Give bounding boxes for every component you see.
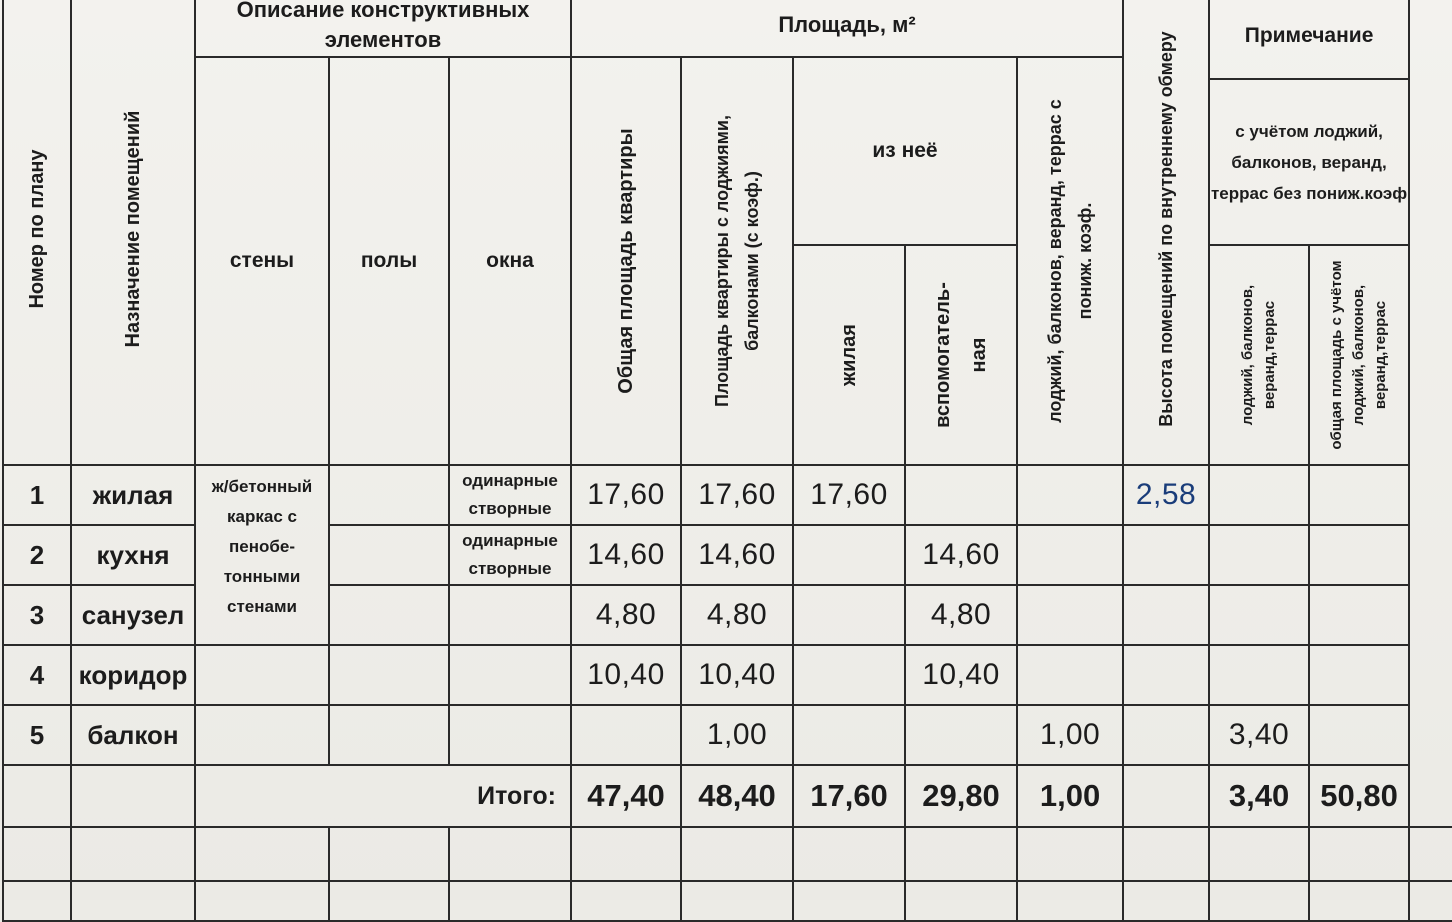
header-area: [571, 0, 1123, 57]
header-windows: [449, 57, 571, 465]
total-area-cell: 10,40: [571, 645, 681, 705]
header-floors-text: полы: [360, 249, 418, 272]
area-with-loggias-cell: 1,00: [681, 705, 793, 765]
total-area-cell: 17,60: [571, 465, 681, 525]
header-area-with-loggias: [681, 57, 793, 465]
header-note-sub-text: с учётом лоджий, балконов, веранд, террас без пониж.коэф: [1210, 121, 1408, 203]
floors-cell: [329, 585, 449, 645]
header-windows-text: окна: [486, 249, 534, 272]
header-note-col2-text: общая площадь с учётом лоджий, балконов, веранд,террас: [1328, 260, 1390, 450]
note-col2-cell: [1309, 705, 1409, 765]
header-walls: [195, 57, 329, 465]
header-description: [195, 0, 571, 57]
header-area-with-loggias-text: Площадь квартиры с лоджиями, балконами (с коэф.): [712, 115, 763, 407]
living-area-cell: [793, 705, 905, 765]
header-room-purpose: [71, 0, 195, 465]
header-walls-text: стены: [229, 249, 295, 272]
note-col1-cell: [1209, 525, 1309, 585]
total-area-cell: 14,60: [571, 525, 681, 585]
height-cell: 2,58: [1123, 465, 1209, 525]
windows-cell: [449, 645, 571, 705]
header-note-col1-text: лоджий, балконов, веранд,террас: [1239, 284, 1279, 426]
note-col1-cell: [1209, 585, 1309, 645]
loggia-area-cell: [1017, 585, 1123, 645]
header-auxiliary: [905, 245, 1017, 465]
row-number: 2: [3, 525, 71, 585]
note-col2-cell: [1309, 585, 1409, 645]
note-col1-cell: 3,40: [1209, 705, 1309, 765]
totals-height: [1123, 765, 1209, 827]
header-height-text: Высота помещений по внутреннему обмеру: [1156, 31, 1177, 427]
loggia-area-cell: 1,00: [1017, 705, 1123, 765]
note-col2-cell: [1309, 465, 1409, 525]
walls-cell: [195, 645, 329, 705]
loggia-area-cell: [1017, 525, 1123, 585]
row-name: балкон: [71, 705, 195, 765]
totals-note-col2: 50,80: [1309, 765, 1409, 827]
header-loggias: [1017, 57, 1123, 465]
totals-area-with-loggias: 48,40: [681, 765, 793, 827]
header-height: [1123, 0, 1209, 465]
height-cell: [1123, 585, 1209, 645]
windows-cell: [449, 705, 571, 765]
header-floors: [329, 57, 449, 465]
floors-cell: [329, 705, 449, 765]
walls-cell: [195, 705, 329, 765]
auxiliary-area-cell: 4,80: [905, 585, 1017, 645]
totals-living-area: 17,60: [793, 765, 905, 827]
floors-cell: [329, 465, 449, 525]
loggia-area-cell: [1017, 465, 1123, 525]
walls-description-text: ж/бетонный каркас с пенобе- тонными стенами: [211, 477, 313, 616]
auxiliary-area-cell: 14,60: [905, 525, 1017, 585]
totals-note-col1: 3,40: [1209, 765, 1309, 827]
totals-loggia-area: 1,00: [1017, 765, 1123, 827]
area-with-loggias-cell: 4,80: [681, 585, 793, 645]
floors-cell: [329, 525, 449, 585]
header-room-purpose-text: Назначение помещений: [122, 110, 144, 348]
walls-description: [195, 465, 329, 645]
loggia-area-cell: [1017, 645, 1123, 705]
note-col2-cell: [1309, 645, 1409, 705]
header-plan-number-text: Номер по плану: [26, 149, 48, 309]
header-auxiliary-text: вспомогатель- ная: [932, 282, 991, 428]
header-living-text: жилая: [838, 324, 861, 386]
living-area-cell: 17,60: [793, 465, 905, 525]
area-with-loggias-cell: 14,60: [681, 525, 793, 585]
living-area-cell: [793, 585, 905, 645]
header-description-text: Описание конструктивных элементов: [236, 0, 530, 52]
empty-row: [3, 827, 1452, 881]
living-area-cell: [793, 645, 905, 705]
note-col2-cell: [1309, 525, 1409, 585]
header-area-text: Площадь, м²: [778, 12, 916, 37]
row-number: 4: [3, 645, 71, 705]
area-with-loggias-cell: 17,60: [681, 465, 793, 525]
auxiliary-area-cell: [905, 705, 1017, 765]
note-col1-cell: [1209, 465, 1309, 525]
total-area-cell: 4,80: [571, 585, 681, 645]
totals-empty-2: [71, 765, 195, 827]
row-number: 5: [3, 705, 71, 765]
header-note-text: Примечание: [1244, 24, 1374, 47]
header-living: [793, 245, 905, 465]
header-note-col1: [1209, 245, 1309, 465]
height-cell: [1123, 645, 1209, 705]
table-row: [3, 705, 1452, 765]
area-with-loggias-cell: 10,40: [681, 645, 793, 705]
floors-cell: [329, 645, 449, 705]
totals-row: [3, 765, 1452, 827]
header-of-which-text: из неё: [872, 139, 938, 162]
header-note-col2: [1309, 245, 1409, 465]
note-col1-cell: [1209, 645, 1309, 705]
table-row: [3, 465, 1452, 525]
row-name: кухня: [71, 525, 195, 585]
height-cell: [1123, 705, 1209, 765]
header-loggias-text: лоджий, балконов, веранд, террас с пониж. коэф.: [1045, 99, 1096, 423]
empty-row: [3, 881, 1452, 921]
row-name: жилая: [71, 465, 195, 525]
totals-empty-1: [3, 765, 71, 827]
table-row: [3, 645, 1452, 705]
totals-auxiliary-area: 29,80: [905, 765, 1017, 827]
header-note: [1209, 0, 1409, 79]
row-number: 3: [3, 585, 71, 645]
height-cell: [1123, 525, 1209, 585]
row-number: 1: [3, 465, 71, 525]
auxiliary-area-cell: 10,40: [905, 645, 1017, 705]
total-area-cell: [571, 705, 681, 765]
totals-label: Итого:: [195, 765, 571, 827]
floor-area-table: [2, 0, 1452, 922]
row-name: санузел: [71, 585, 195, 645]
header-note-sub: [1209, 79, 1409, 245]
row-name: коридор: [71, 645, 195, 705]
windows-cell: одинарные створные: [449, 465, 571, 525]
header-total-area: [571, 57, 681, 465]
header-of-which: [793, 57, 1017, 245]
header-total-area-text: Общая площадь квартиры: [615, 128, 638, 394]
totals-total-area: 47,40: [571, 765, 681, 827]
living-area-cell: [793, 525, 905, 585]
windows-cell: [449, 585, 571, 645]
windows-cell: одинарные створные: [449, 525, 571, 585]
auxiliary-area-cell: [905, 465, 1017, 525]
header-plan-number: [3, 0, 71, 465]
